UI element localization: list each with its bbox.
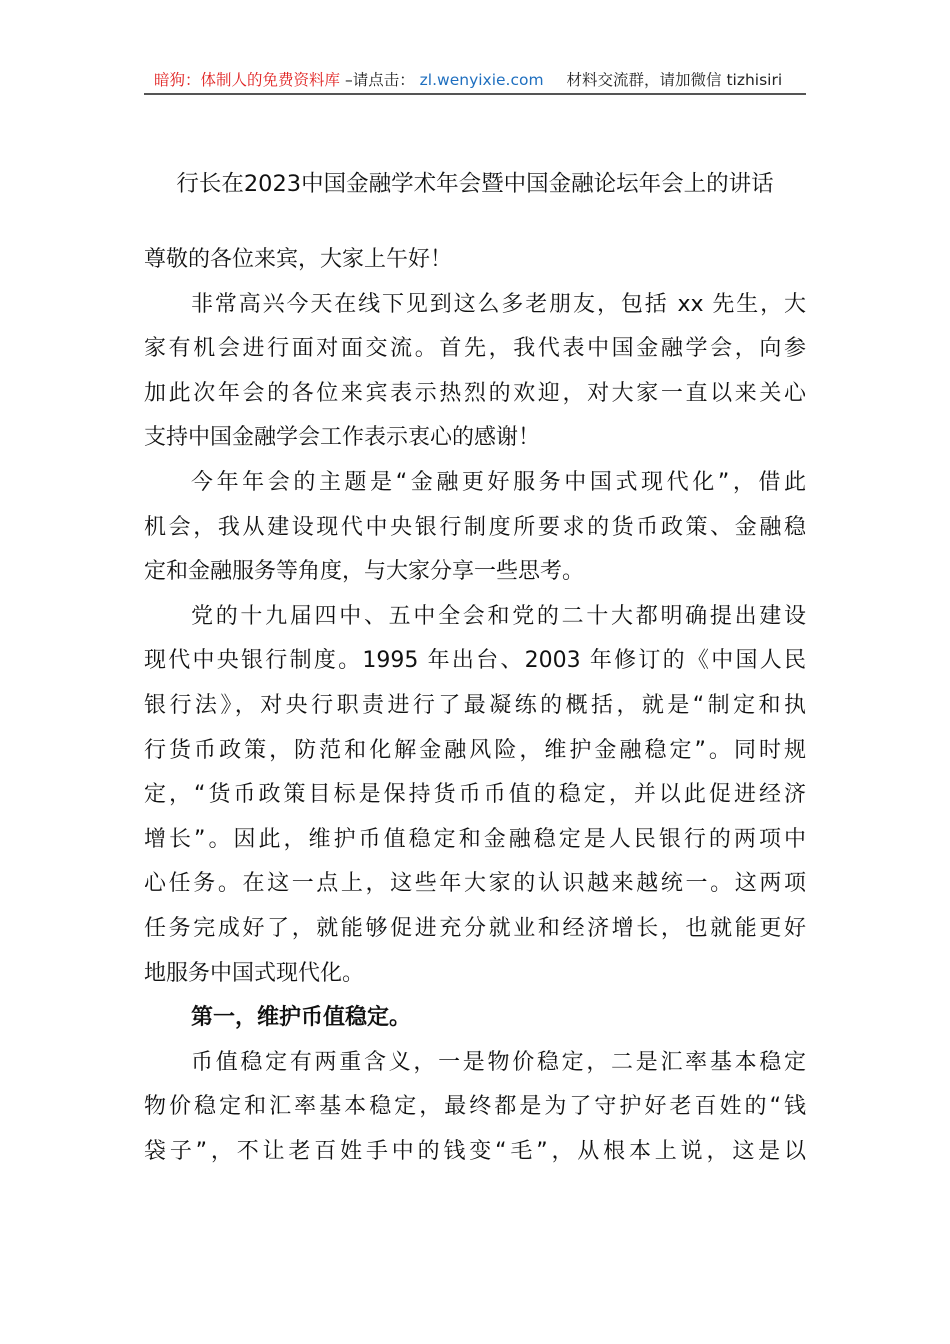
text-line: 现代中央银行制度。1995 年出台、2003 年修订的《中国人民	[144, 648, 806, 674]
text-line: 加此次年会的各位来宾表示热烈的欢迎，对大家一直以来关心	[144, 380, 806, 406]
header-url-link[interactable]: zl.wenyixie.com	[419, 71, 544, 89]
header-contact: 材料交流群，请加微信 tizhisiri	[566, 71, 783, 89]
text-line: 家有机会进行面对面交流。首先，我代表中国金融学会，向参	[144, 336, 806, 362]
text-line: 银行法》，对央行职责进行了最凝练的概括，就是“制定和执	[144, 692, 806, 718]
text-line: 机会，我从建设现代中央银行制度所要求的货币政策、金融稳	[144, 514, 806, 540]
header-brand: 暗狗：体制人的免费资料库	[154, 71, 341, 89]
text-line: 地服务中国式现代化。	[144, 960, 365, 986]
text-line: 心任务。在这一点上，这些年大家的认识越来越统一。这两项	[144, 871, 806, 897]
text-line: 增长”。因此，维护币值稳定和金融稳定是人民银行的两项中	[144, 826, 806, 852]
text-line: 今年年会的主题是“金融更好服务中国式现代化”，借此	[191, 469, 806, 495]
text-line: 物价稳定和汇率基本稳定，最终都是为了守护好老百姓的“钱	[144, 1094, 806, 1120]
header-prompt: –请点击：	[344, 71, 415, 89]
text-line: 币值稳定有两重含义，一是物价稳定，二是汇率基本稳定	[191, 1049, 806, 1075]
text-line: 定和金融服务等角度，与大家分享一些思考。	[144, 559, 585, 585]
section-heading: 第一，维护币值稳定。	[191, 1005, 412, 1031]
header-divider	[144, 93, 806, 95]
text-line: 定，“货币政策目标是保持货币币值的稳定，并以此促进经济	[144, 782, 806, 808]
text-line: 非常高兴今天在线下见到这么多老朋友，包括 xx 先生，大	[191, 291, 806, 317]
text-line: 支持中国金融学会工作表示衷心的感谢！	[144, 425, 541, 451]
text-line: 尊敬的各位来宾，大家上午好！	[144, 247, 453, 272]
text-line: 任务完成好了，就能够促进充分就业和经济增长，也就能更好	[144, 915, 806, 941]
document-body	[144, 238, 806, 1174]
page-header	[144, 68, 806, 92]
text-line: 袋子”，不让老百姓手中的钱变“毛”，从根本上说，这是以	[144, 1138, 806, 1164]
document-title: 行长在2023中国金融学术年会暨中国金融论坛年会上的讲话	[176, 171, 774, 197]
text-line: 党的十九届四中、五中全会和党的二十大都明确提出建设	[191, 603, 806, 629]
text-line: 行货币政策，防范和化解金融风险，维护金融稳定”。同时规	[144, 737, 806, 763]
